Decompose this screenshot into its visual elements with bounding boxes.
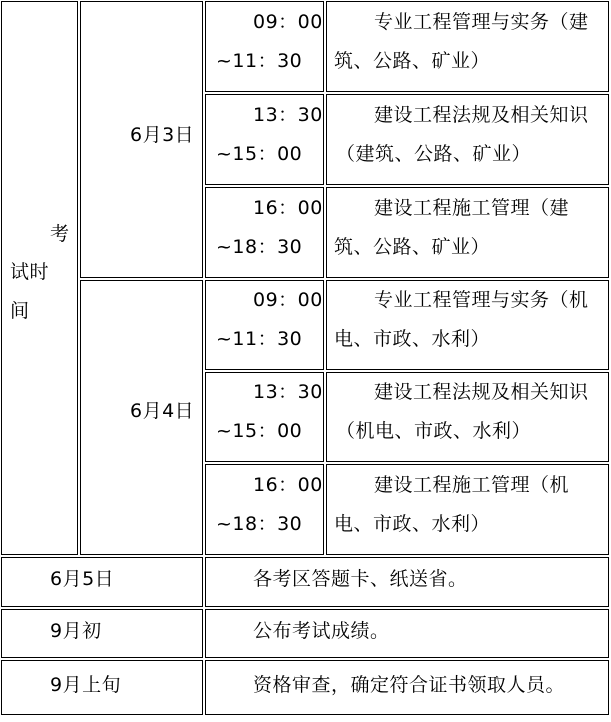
- event-date: 6月5日: [50, 568, 115, 590]
- session-time-start: 09：00: [253, 289, 323, 311]
- session-subject-line1: 建设工程法规及相关知识: [374, 104, 589, 126]
- session-time-end: ~18：30: [216, 236, 303, 258]
- session-time-end: ~11：30: [216, 328, 303, 350]
- session-subject-line2: 筑、公路、矿业）: [334, 50, 491, 72]
- event-description: 公布考试成绩。: [253, 620, 390, 642]
- session-subject-line1: 建设工程法规及相关知识: [374, 381, 589, 403]
- session-time-end: ~15：00: [216, 143, 303, 165]
- session-subject-line1: 专业工程管理与实务（机: [374, 289, 589, 311]
- session-subject-line1: 建设工程施工管理（建: [374, 197, 570, 219]
- session-time-start: 13：30: [253, 104, 323, 126]
- exam-time-label-line1: 考: [50, 223, 70, 245]
- session-time-end: ~18：30: [216, 513, 303, 535]
- session-subject-line1: 建设工程施工管理（机: [374, 474, 570, 496]
- session-time-start: 09：00: [253, 11, 323, 33]
- event-description: 各考区答题卡、纸送省。: [253, 568, 468, 590]
- exam-time-label-line3: 间: [10, 300, 30, 322]
- session-time-start: 16：00: [253, 474, 323, 496]
- session-subject-line1: 专业工程管理与实务（建: [374, 11, 589, 33]
- event-date-cell: [1, 609, 203, 658]
- date-day1: 6月3日: [130, 124, 195, 146]
- event-date: 9月上旬: [50, 674, 122, 696]
- session-time-start: 13：30: [253, 381, 323, 403]
- session-time-start: 16：00: [253, 197, 323, 219]
- session-subject-line2: （建筑、公路、矿业）: [336, 143, 532, 165]
- exam-time-label-line2: 试时: [10, 261, 50, 283]
- event-date: 9月初: [50, 620, 102, 642]
- session-subject-line2: （机电、市政、水利）: [336, 420, 532, 442]
- session-time-end: ~15：00: [216, 420, 303, 442]
- date-day2: 6月4日: [130, 400, 195, 422]
- session-subject-line2: 电、市政、水利）: [334, 513, 491, 535]
- session-subject-line2: 筑、公路、矿业）: [334, 236, 491, 258]
- session-subject-line2: 电、市政、水利）: [334, 328, 491, 350]
- session-time-end: ~11：30: [216, 50, 303, 72]
- event-description: 资格审查，确定符合证书领取人员。: [253, 674, 566, 696]
